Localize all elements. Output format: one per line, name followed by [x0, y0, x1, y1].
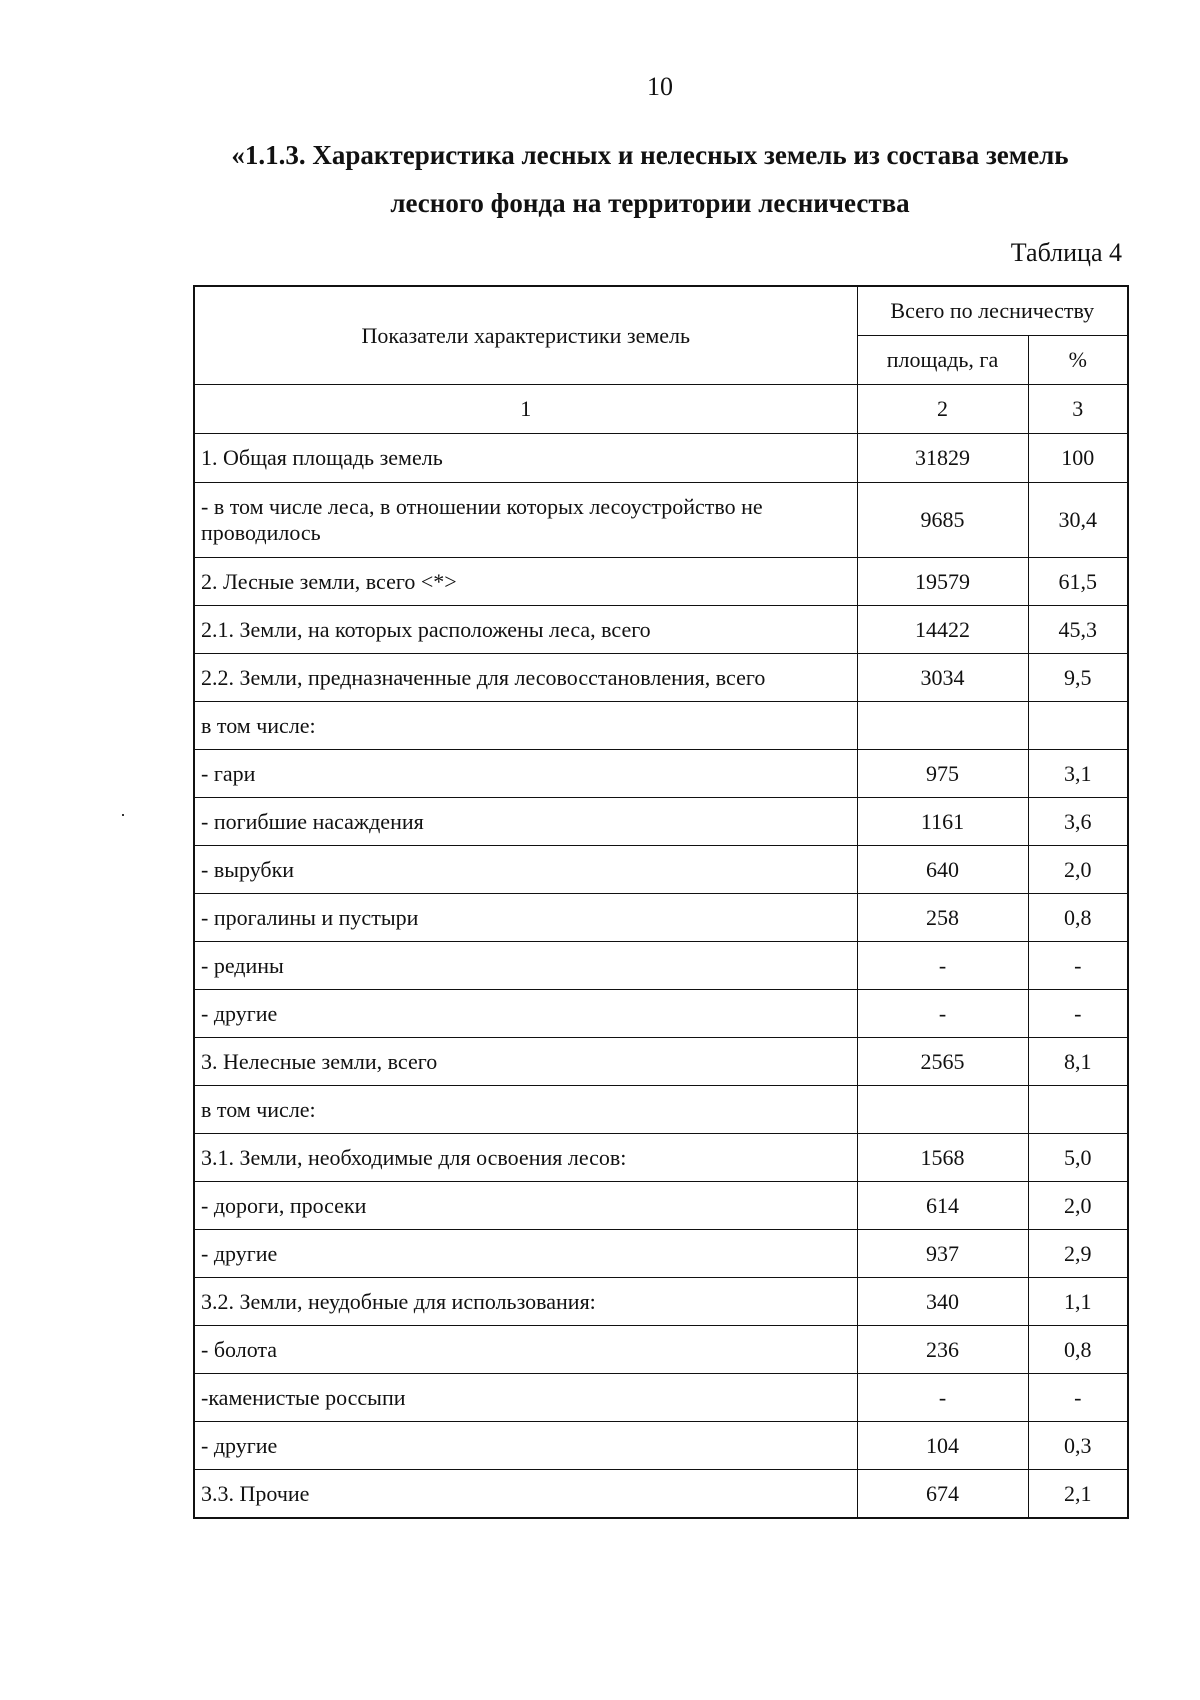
row-area: 104	[857, 1422, 1028, 1470]
row-area: 975	[857, 750, 1028, 798]
row-area	[857, 1086, 1028, 1134]
row-area: -	[857, 942, 1028, 990]
row-area: -	[857, 1374, 1028, 1422]
row-area: 640	[857, 846, 1028, 894]
row-area: 614	[857, 1182, 1028, 1230]
row-area: 19579	[857, 558, 1028, 606]
row-label: - прогалины и пустыри	[194, 894, 857, 942]
table-row	[194, 894, 1128, 942]
column-number-1: 1	[194, 385, 857, 434]
row-label: - гари	[194, 750, 857, 798]
row-area: 1568	[857, 1134, 1028, 1182]
header-percent: %	[1028, 336, 1128, 385]
row-percent: 1,1	[1028, 1278, 1128, 1326]
row-label: - другие	[194, 990, 857, 1038]
row-percent: 2,9	[1028, 1230, 1128, 1278]
table-row	[194, 434, 1128, 483]
row-area: 1161	[857, 798, 1028, 846]
table-row	[194, 1230, 1128, 1278]
table-row	[194, 846, 1128, 894]
row-percent: 0,3	[1028, 1422, 1128, 1470]
row-label: - другие	[194, 1230, 857, 1278]
row-label: -каменистые россыпи	[194, 1374, 857, 1422]
row-label: 2. Лесные земли, всего <*>	[194, 558, 857, 606]
header-area: площадь, га	[857, 336, 1028, 385]
row-percent: 2,0	[1028, 846, 1128, 894]
table-body	[194, 434, 1128, 1519]
page-number: 10	[647, 72, 673, 101]
row-area: 2565	[857, 1038, 1028, 1086]
row-percent: 0,8	[1028, 894, 1128, 942]
row-area: 236	[857, 1326, 1028, 1374]
row-label: - в том числе леса, в отношении которых лесоустройство не проводилось	[194, 483, 857, 558]
table-label: Таблица 4	[1010, 238, 1122, 267]
row-percent: 0,8	[1028, 1326, 1128, 1374]
row-area: 674	[857, 1470, 1028, 1519]
row-percent: 3,1	[1028, 750, 1128, 798]
table-row	[194, 1134, 1128, 1182]
row-percent: 9,5	[1028, 654, 1128, 702]
row-label: - дороги, просеки	[194, 1182, 857, 1230]
table-row	[194, 1182, 1128, 1230]
table-row	[194, 606, 1128, 654]
table-row	[194, 1422, 1128, 1470]
section-title-line-2: лесного фонда на территории лесничества	[390, 188, 910, 218]
table-row	[194, 654, 1128, 702]
header-indicator: Показатели характеристики земель	[194, 286, 857, 385]
row-area: 340	[857, 1278, 1028, 1326]
header-total: Всего по лесничеству	[857, 286, 1128, 336]
column-number-3: 3	[1028, 385, 1128, 434]
column-number-2: 2	[857, 385, 1028, 434]
row-label: 2.2. Земли, предназначенные для лесовосстановления, всего	[194, 654, 857, 702]
row-label: 2.1. Земли, на которых расположены леса, всего	[194, 606, 857, 654]
row-label: 3. Нелесные земли, всего	[194, 1038, 857, 1086]
table-row	[194, 1086, 1128, 1134]
row-percent: -	[1028, 942, 1128, 990]
table-row	[194, 1326, 1128, 1374]
row-label: - вырубки	[194, 846, 857, 894]
table-row	[194, 702, 1128, 750]
table-row	[194, 990, 1128, 1038]
table-row	[194, 1374, 1128, 1422]
table-row	[194, 483, 1128, 558]
row-percent: 3,6	[1028, 798, 1128, 846]
row-area	[857, 702, 1028, 750]
table-row	[194, 1470, 1128, 1519]
row-percent: -	[1028, 1374, 1128, 1422]
row-percent: 100	[1028, 434, 1128, 483]
row-label: - болота	[194, 1326, 857, 1374]
scan-speck	[122, 814, 124, 816]
table-row	[194, 1278, 1128, 1326]
row-percent: 2,0	[1028, 1182, 1128, 1230]
row-label: 1. Общая площадь земель	[194, 434, 857, 483]
row-label: 3.3. Прочие	[194, 1470, 857, 1519]
row-percent: 30,4	[1028, 483, 1128, 558]
row-label: - погибшие насаждения	[194, 798, 857, 846]
section-title-line-1: «1.1.3. Характеристика лесных и нелесных земель из состава земель	[231, 140, 1069, 170]
row-area: 31829	[857, 434, 1028, 483]
row-percent: 5,0	[1028, 1134, 1128, 1182]
row-percent: 2,1	[1028, 1470, 1128, 1519]
row-percent: 45,3	[1028, 606, 1128, 654]
table-row	[194, 942, 1128, 990]
row-label: в том числе:	[194, 1086, 857, 1134]
row-label: в том числе:	[194, 702, 857, 750]
row-label: 3.2. Земли, неудобные для использования:	[194, 1278, 857, 1326]
row-area: 14422	[857, 606, 1028, 654]
row-area: 3034	[857, 654, 1028, 702]
table-row	[194, 798, 1128, 846]
row-percent: -	[1028, 990, 1128, 1038]
row-percent	[1028, 1086, 1128, 1134]
row-area: 9685	[857, 483, 1028, 558]
row-area: 258	[857, 894, 1028, 942]
land-characteristics-table	[193, 285, 1129, 1519]
row-label: - другие	[194, 1422, 857, 1470]
row-percent: 61,5	[1028, 558, 1128, 606]
row-label: - редины	[194, 942, 857, 990]
row-area: 937	[857, 1230, 1028, 1278]
table-row	[194, 750, 1128, 798]
row-area: -	[857, 990, 1028, 1038]
row-label: 3.1. Земли, необходимые для освоения лесов:	[194, 1134, 857, 1182]
row-percent	[1028, 702, 1128, 750]
table-row	[194, 1038, 1128, 1086]
row-percent: 8,1	[1028, 1038, 1128, 1086]
table-row	[194, 558, 1128, 606]
